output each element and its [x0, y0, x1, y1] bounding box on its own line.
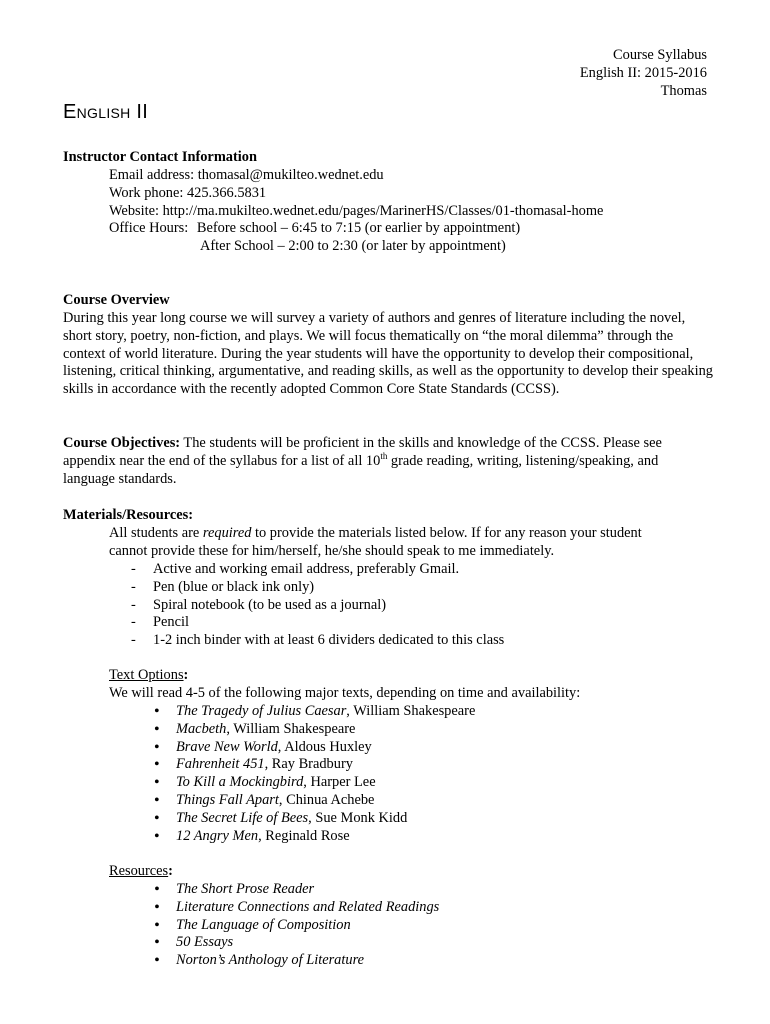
book-author: Harper Lee	[310, 774, 376, 791]
list-item	[154, 721, 475, 739]
book-title: 12 Angry Men	[176, 827, 259, 844]
header-instructor-name: Thomas	[660, 83, 707, 99]
instructor-phone: Work phone: 425.366.5831	[109, 184, 267, 201]
objectives-superscript: th	[380, 451, 388, 461]
list-item	[154, 792, 475, 810]
list-item: • The Language of Composition	[154, 917, 439, 935]
materials-list	[131, 561, 504, 650]
resources-list	[154, 881, 439, 970]
book-author: William Shakespeare	[233, 720, 356, 737]
book-separator: ,	[277, 738, 285, 755]
text-options-colon: :	[183, 667, 189, 683]
list-item: • 50 Essays	[154, 934, 439, 952]
list-item	[154, 756, 475, 774]
list-item: • Literature Connections and Related Readings	[154, 899, 439, 917]
book-separator: ,	[346, 703, 354, 719]
list-item	[154, 703, 475, 721]
materials-intro-text-end: to provide the materials listed below. If for any reason your student	[251, 525, 642, 541]
office-hours-row	[109, 220, 603, 238]
office-hours-after: After School – 2:00 to 2:30 (or later by appointment)	[200, 238, 506, 255]
book-author: Sue Monk Kidd	[315, 809, 408, 826]
list-item: • The Short Prose Reader	[154, 881, 439, 899]
book-title: The Tragedy of Julius Caesar	[176, 703, 347, 719]
page-title: English II	[63, 101, 149, 123]
book-title: Things Fall Apart	[176, 791, 279, 808]
book-title: The Secret Life of Bees	[176, 809, 309, 826]
resources-heading: Resources	[109, 863, 169, 879]
book-title: Brave New World	[176, 738, 278, 755]
objectives-heading: Course Objectives:	[63, 435, 181, 451]
list-item: - 1-2 inch binder with at least 6 dividers dedicated to this class	[131, 632, 504, 650]
text-options-intro: We will read 4-5 of the following major texts, depending on time and availability:	[109, 685, 581, 701]
materials-heading: Materials/Resources:	[63, 507, 194, 523]
office-hours-before: Before school – 6:45 to 7:15 (or earlier by appointment)	[196, 220, 521, 237]
materials-intro	[109, 525, 642, 561]
book-title: To Kill a Mockingbird	[176, 774, 304, 791]
book-separator: ,	[278, 791, 287, 808]
book-separator: ,	[264, 756, 272, 773]
overview-heading: Course Overview	[63, 292, 170, 308]
book-author: Aldous Huxley	[284, 738, 372, 755]
header-course-year: English II: 2015-2016	[579, 65, 707, 81]
book-separator: ,	[258, 827, 266, 844]
materials-intro-line1	[109, 525, 642, 543]
list-item: • Norton’s Anthology of Literature	[154, 952, 439, 970]
list-item	[154, 828, 475, 846]
list-item: - Spiral notebook (to be used as a journal)	[131, 597, 504, 615]
book-author: Ray Bradbury	[271, 756, 353, 773]
book-separator: ,	[308, 809, 316, 826]
instructor-website: Website: http://ma.mukilteo.wednet.edu/pages/MarinerHS/Classes/01-thomasal-home	[109, 202, 604, 219]
list-item: - Pencil	[131, 614, 504, 632]
list-item: - Active and working email address, preferably Gmail.	[131, 561, 504, 579]
book-separator: ,	[303, 774, 311, 791]
book-separator: ,	[226, 720, 234, 737]
list-item	[154, 774, 475, 792]
objectives-text-part1: The students will be proficient in the skills and knowledge of the CCSS. Please see appendix near the end of the syllabus for a list of all 10	[63, 435, 662, 469]
office-hours-label: Office Hours:	[109, 220, 189, 237]
instructor-email: Email address: thomasal@mukilteo.wednet.edu	[109, 167, 384, 183]
resources-heading-row	[109, 863, 173, 881]
materials-intro-emphasis: required	[202, 525, 252, 541]
materials-intro-text: All students are	[109, 525, 203, 541]
header-course-syllabus: Course Syllabus	[613, 47, 707, 63]
book-author: William Shakespeare	[353, 703, 476, 719]
text-options-heading-row	[109, 667, 188, 685]
list-item: - Pen (blue or black ink only)	[131, 579, 504, 597]
text-options-list	[154, 703, 475, 845]
book-title: Fahrenheit 451	[176, 756, 265, 773]
book-author: Chinua Achebe	[286, 791, 375, 808]
list-item	[154, 739, 475, 757]
overview-text: During this year long course we will survey a variety of authors and genres of literature including the novel, short story, poetry, non-fiction, and plays. We will focus thematically on “the moral dilemma” through the context of world literature. During the year students will have the opportunity to develop their compositional, listening, critical thinking, argumentative, and reading skills, as well as the opportunity to develop their speaking skills in accordance with the recently adopted Common Core State Standards (CCSS).	[63, 310, 713, 398]
text-options-heading: Text Options	[109, 667, 184, 683]
book-author: Reginald Rose	[265, 827, 350, 844]
document-header	[580, 47, 707, 101]
list-item	[154, 810, 475, 828]
instructor-heading: Instructor Contact Information	[63, 149, 257, 165]
objectives-text-part2: grade reading, writing, listening/speaking, and language standards.	[63, 452, 659, 487]
resources-colon: :	[168, 863, 173, 879]
objectives-paragraph	[63, 435, 703, 488]
book-title: Macbeth	[176, 720, 227, 737]
materials-intro-line2: cannot provide these for him/herself, he/she should speak to me immediately.	[109, 542, 555, 559]
instructor-contact-block	[109, 167, 603, 256]
